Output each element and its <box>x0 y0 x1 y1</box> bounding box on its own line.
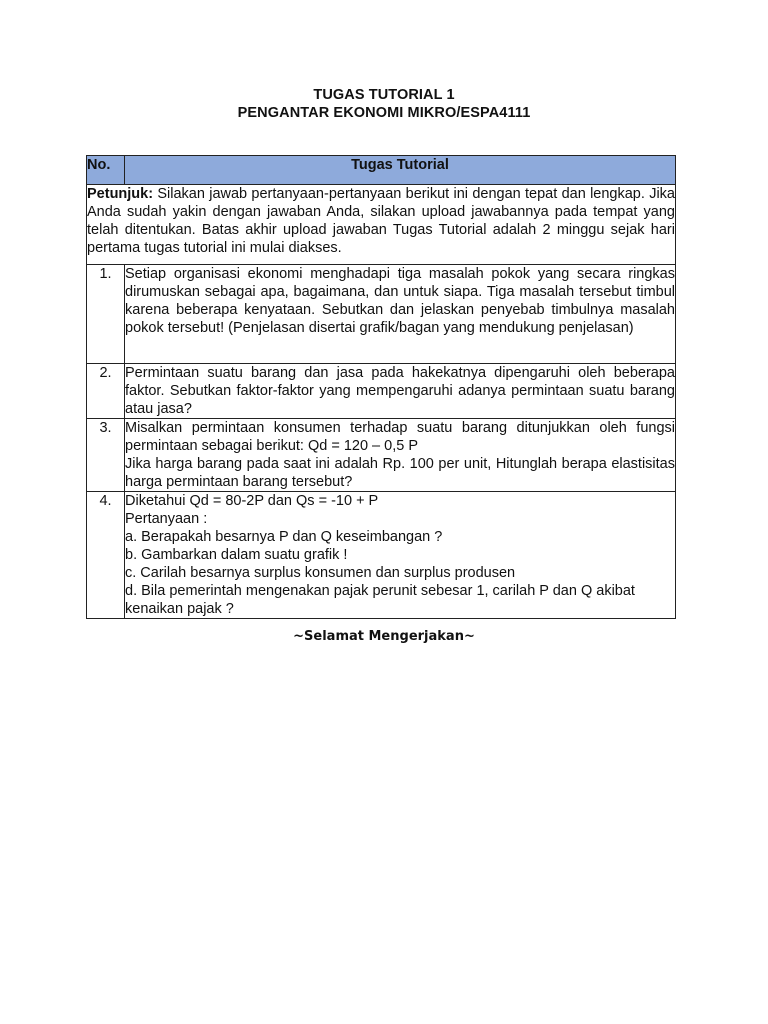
question-number: 4. <box>87 492 125 619</box>
instructions-text: Silakan jawab pertanyaan-pertanyaan berikut ini dengan tepat dan lengkap. Jika Anda sudah yakin dengan jawaban Anda, silakan upload jawabannya pada tempat yang telah ditentukan. Batas akhir upload jawaban Tugas Tutorial adalah 2 minggu sejak hari pertama tugas tutorial ini mulai diakses. <box>87 186 675 256</box>
table-row <box>87 265 676 364</box>
document-title: TUGAS TUTORIAL 1 <box>313 87 455 103</box>
table-row <box>87 419 676 492</box>
question-line: Pertanyaan : <box>125 511 208 527</box>
instructions-cell <box>87 185 676 265</box>
instructions-label: Petunjuk: <box>87 186 154 202</box>
question-line: b. Gambarkan dalam suatu grafik ! <box>125 547 348 563</box>
question-line: c. Carilah besarnya surplus konsumen dan surplus produsen <box>125 565 516 581</box>
question-text-part1: Misalkan permintaan konsumen terhadap suatu barang ditunjukkan oleh fungsi permintaan sebagai berikut: Qd = 120 – 0,5 P <box>125 420 675 454</box>
assignment-table <box>86 155 676 619</box>
column-header-no: No. <box>87 156 125 185</box>
question-line: d. Bila pemerintah mengenakan pajak perunit sebesar 1, carilah P dan Q akibat kenaikan pajak ? <box>125 583 635 617</box>
column-header-task: Tugas Tutorial <box>125 156 676 185</box>
question-line: a. Berapakah besarnya P dan Q keseimbangan ? <box>125 529 443 545</box>
instructions-row <box>87 185 676 265</box>
question-text <box>125 419 676 492</box>
table-header-row <box>87 156 676 185</box>
question-number: 2. <box>87 364 125 419</box>
table-row <box>87 364 676 419</box>
closing-message: ~Selamat Mengerjakan~ <box>293 629 475 644</box>
question-line: Diketahui Qd = 80-2P dan Qs = -10 + P <box>125 493 379 509</box>
question-text: Setiap organisasi ekonomi menghadapi tiga masalah pokok yang secara ringkas dirumuskan sebagai apa, bagaimana, dan untuk siapa. Tiga masalah tersebut timbul karena beberapa kenyataan. Sebutkan dan jelaskan penyebab timbulnya masalah pokok tersebut! (Penjelasan disertai grafik/bagan yang mendukung penjelasan) <box>125 265 676 364</box>
question-number: 1. <box>87 265 125 364</box>
course-title: PENGANTAR EKONOMI MIKRO/ESPA4111 <box>237 105 531 121</box>
question-number: 3. <box>87 419 125 492</box>
table-row <box>87 492 676 619</box>
question-text: Permintaan suatu barang dan jasa pada hakekatnya dipengaruhi oleh beberapa faktor. Sebutkan faktor-faktor yang mempengaruhi adanya permintaan suatu barang atau jasa? <box>125 365 675 417</box>
question-text-part2: Jika harga barang pada saat ini adalah Rp. 100 per unit, Hitunglah berapa elastisitas harga permintaan barang tersebut? <box>125 456 675 490</box>
question-text <box>125 492 676 619</box>
